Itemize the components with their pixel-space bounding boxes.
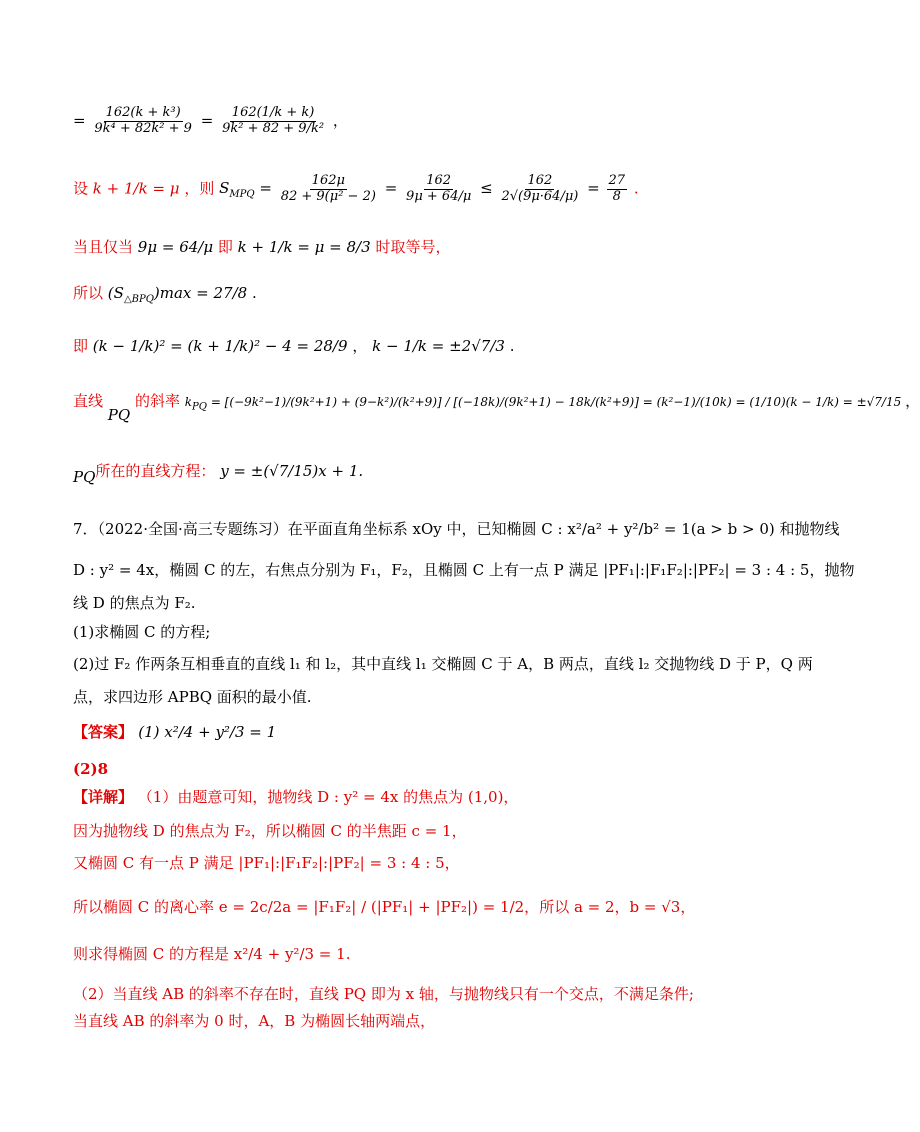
fraction-6	[607, 174, 628, 205]
detail-text: 因为抛物线 D 的焦点为 F₂，所以椭圆 C 的半焦距 c = 1，	[73, 822, 467, 840]
fraction-5	[499, 174, 580, 205]
text-slope: 的斜率	[134, 392, 180, 410]
line-pq: PQ	[73, 468, 96, 486]
formula-line-3	[73, 238, 740, 257]
formula-line-7	[73, 462, 740, 486]
detail-line-5	[73, 945, 740, 964]
text-line-equation: 所在的直线方程：	[95, 462, 216, 480]
text-equality-holds: 时取等号，	[375, 238, 451, 256]
numerator: 162(k + k³)	[105, 105, 181, 120]
slope-derivation: = [(−9k²−1)/(9k²+1) + (9−k²)/(k²+9)] / [(−18k)/(9k²+1) − 18k/(k²+9)] = (k²−1)/(10k) = (1/10)(k − 1/k) = ±√7/15	[210, 395, 902, 409]
answer-line-2	[73, 760, 740, 779]
problem-7-question-1	[73, 623, 740, 642]
numerator: 162μ	[311, 173, 345, 188]
problem-7-line-1	[73, 520, 840, 539]
area-symbol: S	[219, 179, 230, 198]
formula-line-2: 设 k + 1/k = μ ，则 $S_{MPQ}$ = $\frac{162\mu}{\text{82 + 9(μ² − 2)}}$ = $\frac{162}{9\mu + 64/\mu}$ ≤ $\frac{162}{2√(9\mu\cdot 64/\mu)}$ = $\frac{27}{8}$ .	[73, 173, 639, 204]
numerator: 162	[426, 173, 452, 188]
text-namely: 即	[73, 337, 89, 355]
equality-value: k + 1/k = μ = 8/3	[237, 238, 371, 256]
detail-line-4	[73, 898, 740, 917]
equals-sign: =	[73, 111, 86, 130]
answer-1: (1) x²/4 + y²/3 = 1	[138, 723, 277, 741]
detail-text: 又椭圆 C 有一点 P 满足 |PF₁|:|F₁F₂|:|PF₂| = 3 : 4 : 5，	[73, 854, 460, 872]
detail-text: 所以椭圆 C 的离心率 e = 2c/2a = |F₁F₂| / (|PF₁| + |PF₂|) = 1/2，所以 a = 2，b = √3，	[73, 898, 696, 916]
question-1: (1)求椭圆 C 的方程;	[73, 623, 211, 641]
text-then: ，则	[184, 179, 215, 198]
punctuation: .	[251, 284, 257, 302]
line-pq: PQ	[107, 406, 131, 424]
denominator: 9k⁴ + 82k² + 9	[94, 120, 192, 136]
detail-line-3	[73, 854, 740, 873]
punctuation: .	[633, 179, 639, 198]
max-label: )max	[153, 284, 192, 302]
slope-symbol: k	[184, 395, 193, 409]
punctuation: .	[509, 337, 515, 355]
problem-7-statement: D : y² = 4x，椭圆 C 的左，右焦点分别为 F₁，F₂，且椭圆 C 上有一点 P 满足 |PF₁|:|F₁F₂|:|PF₂| = 3 : 4 : 5，抛物	[73, 561, 855, 579]
numerator: 162	[527, 173, 553, 188]
detail-line-1	[73, 788, 740, 807]
formula-line-1: = $\frac{\text{162(k + k³)}}{\text{9k⁴ + 82k² + 9}}$ = $\frac{162(1/k + k)}{\text{9k² + 82 + 9/k²}}$ ，	[73, 105, 348, 136]
problem-7-question-2b	[73, 688, 740, 707]
slope-subscript: PQ	[192, 401, 207, 413]
detail-text: 则求得椭圆 C 的方程是 x²/4 + y²/3 = 1.	[73, 945, 351, 963]
answer-line-1	[73, 723, 740, 742]
detail-line-6	[73, 985, 740, 1004]
answer-tag: 【答案】	[73, 723, 134, 741]
detail-text: （2）当直线 AB 的斜率不存在时，直线 PQ 即为 x 轴，与抛物线只有一个交点，不满足条件;	[73, 985, 694, 1003]
answer-2: (2)8	[73, 760, 109, 778]
detail-tag: 【详解】	[73, 788, 134, 806]
denominator: 82 + 9(μ² − 2)	[280, 188, 376, 204]
punctuation: ，	[332, 111, 348, 130]
area-subscript: MPQ	[229, 189, 255, 201]
formula-line-4	[73, 284, 740, 307]
substitution-expr: k + 1/k = μ	[92, 179, 180, 198]
problem-7-question-2a	[73, 655, 813, 674]
text-iff: 当且仅当	[73, 238, 134, 256]
text-set: 设	[73, 179, 89, 198]
problem-7-statement: 7．（2022·全国·高三专题练习）在平面直角坐标系 xOy 中，已知椭圆 C : x²/a² + y²/b² = 1(a > b > 0) 和抛物线	[73, 520, 840, 538]
text-line: 直线	[73, 392, 104, 410]
question-2: (2)过 F₂ 作两条互相垂直的直线 l₁ 和 l₂，其中直线 l₁ 交椭圆 C 于 A，B 两点，直线 l₂ 交抛物线 D 于 P，Q 两	[73, 655, 813, 673]
fraction-1	[92, 106, 194, 137]
fraction-4	[404, 174, 473, 205]
punctuation: ，	[905, 392, 920, 410]
fraction-3	[279, 174, 378, 205]
detail-line-7	[73, 1012, 740, 1031]
detail-text: 当直线 AB 的斜率为 0 时，A，B 为椭圆长轴两端点，	[73, 1012, 436, 1030]
numerator: 27	[608, 173, 626, 188]
less-equal: ≤	[480, 179, 493, 198]
max-value: = 27/8	[196, 284, 248, 302]
detail-text: （1）由题意可知，抛物线 D : y² = 4x 的焦点为 (1,0)，	[137, 788, 519, 806]
detail-line-2	[73, 822, 740, 841]
denominator: 2√(9μ·64/μ)	[501, 188, 579, 204]
difference-value: k − 1/k = ±2√7/3	[372, 337, 505, 355]
line-equation: y = ±(√7/15)x + 1.	[220, 462, 364, 480]
problem-7-line-3	[73, 594, 740, 613]
denominator: 9k² + 82 + 9/k²	[222, 120, 325, 136]
fraction-2	[220, 106, 326, 137]
numerator: 162(1/k + k)	[231, 105, 315, 120]
equality-condition: 9μ = 64/μ	[137, 238, 214, 256]
text-namely: 即	[217, 238, 233, 256]
separator: ，	[352, 337, 368, 355]
area-subscript: △BPQ	[123, 294, 154, 305]
question-2-cont: 点，求四边形 APBQ 面积的最小值.	[73, 688, 312, 706]
area-symbol: (S	[107, 284, 124, 302]
text-so: 所以	[73, 284, 104, 302]
denominator: 8	[612, 188, 621, 204]
square-expr: (k − 1/k)² = (k + 1/k)² − 4 = 28/9	[92, 337, 348, 355]
denominator: 9μ + 64/μ	[406, 188, 472, 204]
problem-7-statement: 线 D 的焦点为 F₂.	[73, 594, 196, 612]
formula-line-6	[73, 392, 920, 424]
formula-line-5	[73, 337, 740, 356]
problem-7-line-2	[73, 561, 855, 580]
